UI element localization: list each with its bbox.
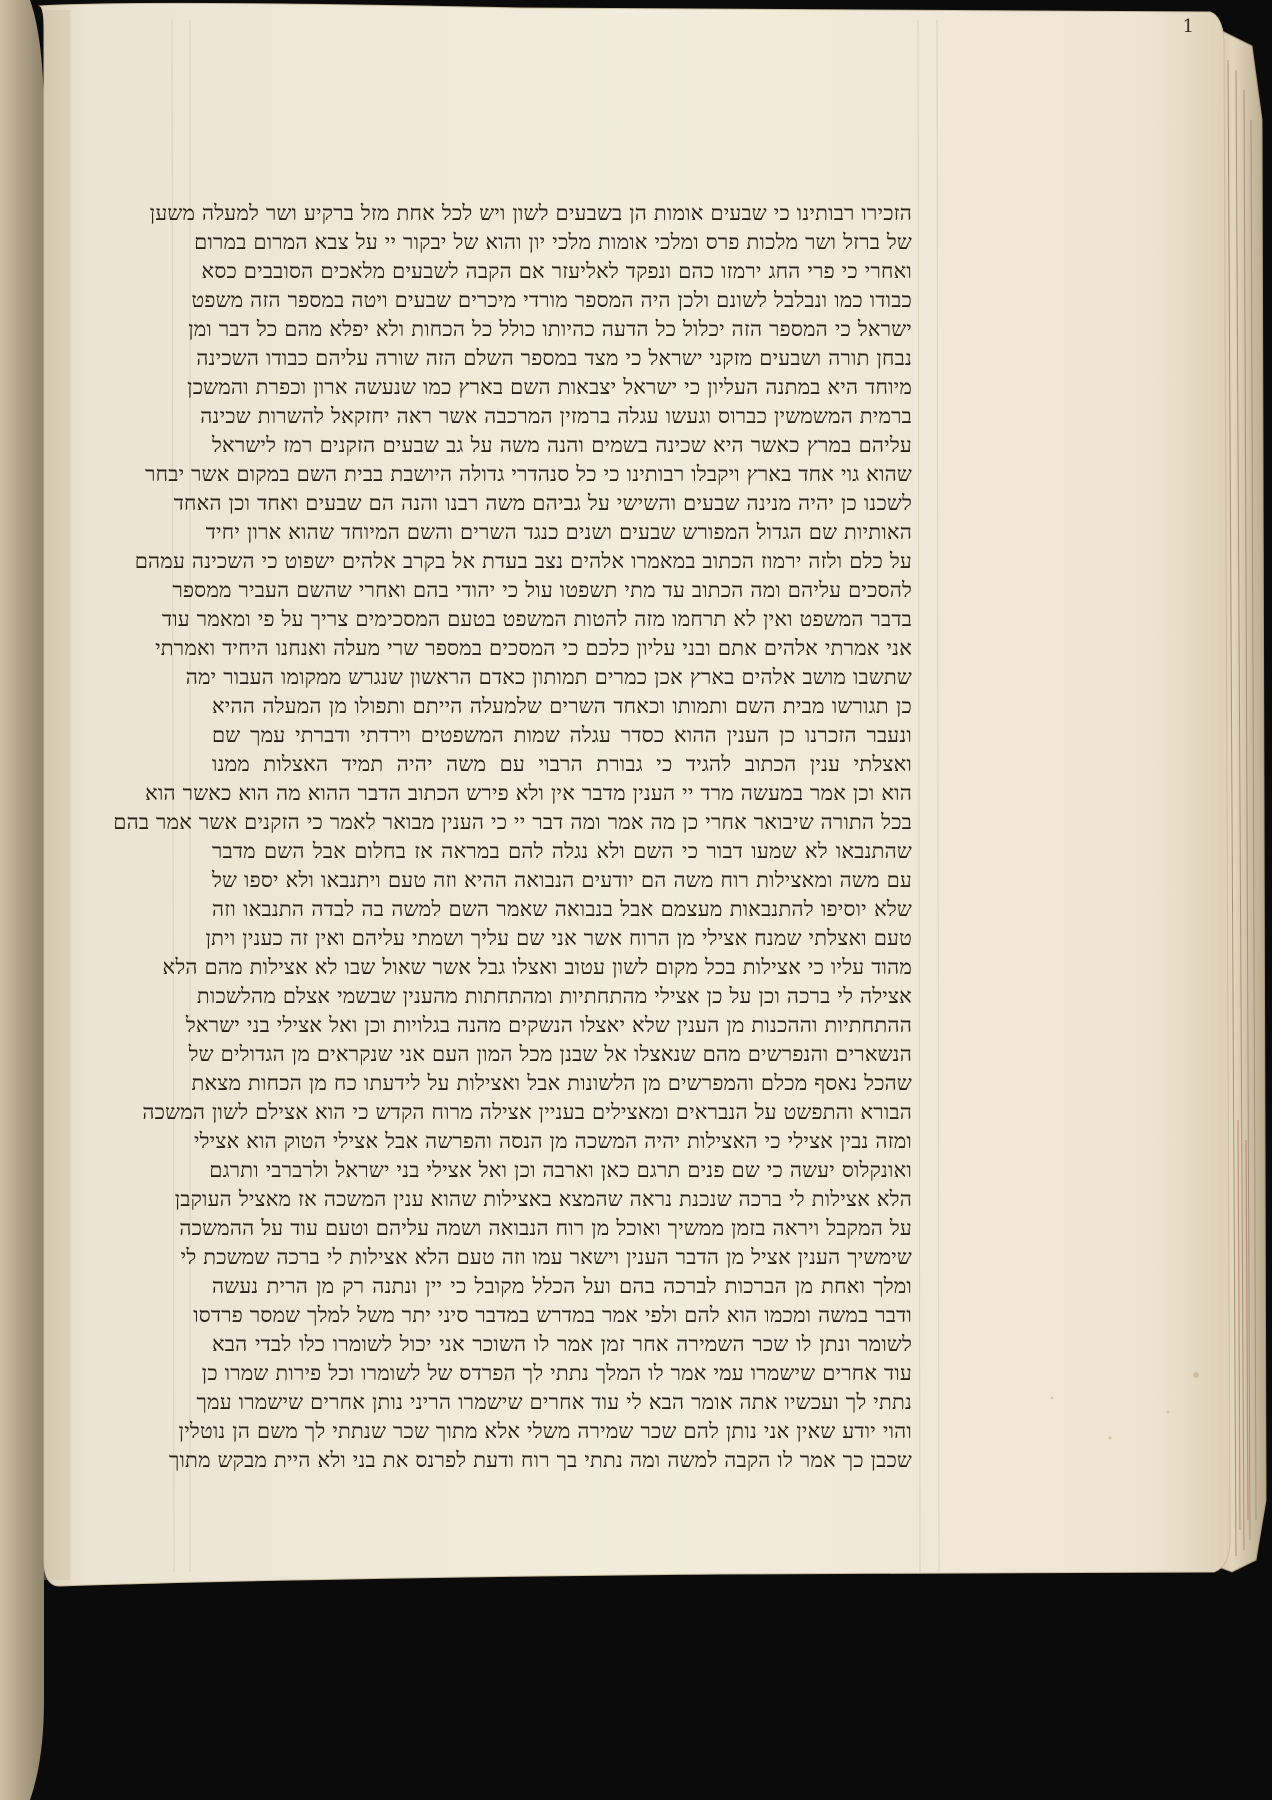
manuscript-line: עם משה ומאצילות רוח משה הם יודעים הנבואה ההיא וזה טעם ויתנבאו ולא יספו של [212, 868, 912, 892]
manuscript-line: לשומר ונתן לו שכר השמירה אחר זמן אמר לו השוכר אני יכול לשומרו כלו לבדי הבא [212, 1332, 912, 1356]
manuscript-line: על כלם ולזה ירמוז הכתוב במאמרו אלהים נצב בעדת אל בקרב אלהים ישפוט כי השכינה עמהם [134, 549, 912, 573]
manuscript-line: הלא אצילות לי ברכה שנכנת נראה שהמצא באצילות שהוא ענין המשכה אז מאציל העוקבן [174, 1187, 912, 1211]
manuscript-line: של ברזל ושר מלכות פרס ומלכי אומות מלכי יון והוא של יבקור יי על צבא המרום במרום [194, 230, 912, 254]
manuscript-line: מיוחד היא במתנה העליון כי ישראל יצבאות השם בארץ כמו שנעשה ארון וכפרת והמשכן [187, 375, 912, 399]
manuscript-line: ומלך ואחת מן הברכות לברכה בהם ועל הכלל מקובל כי יין ונתנה רק מן הרית נעשה [212, 1274, 912, 1298]
manuscript-line: עוד אחרים שישמרו עמי אמר לו המלך נתתי לך הפרדס של לשומרו וכל פירות שמרו כן [201, 1361, 912, 1385]
manuscript-line: הנשארים והנפרשים מהם שנאצלו אל שבנן מכל המון העם אני שנקראים מן הגדולים של [188, 1042, 912, 1066]
manuscript-line: עליהם במרץ כאשר היא שכינה בשמים והנה משה על גב שבעים הזקנים רמז לישראל [212, 433, 912, 457]
manuscript-line: אצילה לי ברכה וכן על כן אצילי מהתחתיות ומהתחתות מהענין שבשמי אצלם מהלשכות [196, 984, 912, 1008]
manuscript-line: ואונקלוס יעשה כי שם פנים תרגם כאן וארבה וכן ואל אצילי בני ישראל ולרברבי ותרגם [209, 1158, 912, 1182]
manuscript-line: ואחרי כי פרי החג ירמזו כהם ונפקד לאליעזר אם הקבה לשבעים מלאכים הסובבים כסא [201, 259, 912, 283]
manuscript-line: להסכים עליהם ומה הכתוב עד מתי תשפטו עול כי יהודי בהם ואחרי שהשם העביר ממספר [172, 578, 912, 602]
manuscript-line: כן תגורשו מבית השם ותמותו וכאחד השרים שלמעלה הייתם ותפולו מן המעלה ההיא [212, 694, 912, 718]
manuscript-line: שהכל נאסף מכלם והמפרשים מן הלשונות אבל ואצילות על לידעתו כח מן הכחות מצאת [191, 1071, 912, 1095]
gutter-shadow [44, 10, 70, 1580]
manuscript-line: ברמית המשמשין כברוס וגעשו עגלה ברמזין המרכבה אשר ראה יחזקאל להשרות שכינה [200, 404, 912, 428]
manuscript-line: שלא יוסיפו להתנבאות מעצמם אבל בנבואה שאמר השם למשה בה לבדה התנבאו וזה [212, 897, 912, 921]
manuscript-line: ההתחתיות וההכנות מן הענין שלא יאצלו הנשקים מהנה בגלויות וכן ואל אצילי בני ישראל [185, 1013, 912, 1037]
manuscript-line: הוא וכן אמר במעשה מרד יי הענין מדבר אין ולא פירש הכתוב הדבר ההוא מה הוא כאשר הוא [145, 781, 912, 805]
manuscript-line: שתשבו מושב אלהים בארץ אכן כמרים תמותון כאדם הראשון שנגרש ממקומו העבור ימה [185, 665, 912, 689]
manuscript-line: שהוא גוי אחד בארץ ויקבלו רבותינו כי כל סנהדרי גדולה היושבת בבית השם במקום אשר יבחר [145, 462, 912, 486]
manuscript-line: נתתי לך ועכשיו אתה אומר הבא לי עוד אחרים שישמרו הריני נותן אחרים שישמרו עמך [196, 1390, 912, 1414]
manuscript-line: הבורא והתפשט על הנבראים ומאצילים בעניין אצילה מרוח הקדש כי הוא אצילם לשון המשכה [142, 1100, 912, 1124]
manuscript-line: נבחן תורה ושבעים מזקני ישראל כי מצד במספר השלם הזה שורה עליהם כבודו השכינה [196, 346, 912, 370]
manuscript-line: ואצלתי ענין הכתוב להגיד כי גבורת הרבוי עם משה יהיה תמיד האצלות ממנו [212, 752, 912, 776]
manuscript-line: לשכנו כן יהיה מנינה שבעים והשישי על גביהם משה רבנו והנה הם שבעים ואחד וכן האחד [173, 491, 912, 515]
manuscript-line: ודבר במשה ומכמו הוא להם ולפי אמר במדרש במדבר סיני יתר משל למלך שמסר פרדסו [193, 1303, 912, 1327]
facing-page-edge [0, 0, 44, 1800]
manuscript-line: שהתנבאו לא שמעו דבור כי השם ולא נגלה להם במראה אז בחלום אבל השם מדבר [212, 839, 912, 863]
manuscript-line: אני אמרתי אלהים אתם ובני עליון כלכם כי המסכים במספר שרי מעלה ואנחנו היחיד ואמרתי [155, 636, 912, 660]
folio-number: 1 [1182, 16, 1194, 37]
manuscript-line: על המקבל ויראה בזמן ממשיך ואוכל מן רוח הנבואה ושמה עליהם וטעם עוד על ההמשכה [179, 1216, 912, 1240]
manuscript-line: האותיות שם הגדול המפורש שבעים ושנים כנגד השרים והשם המיוחד שהוא ארון יחיד [205, 520, 912, 544]
manuscript-line: ישראל כי המספר הזה יכלול כל הדעה כהיותו כולל כל הכחות ולא יפלא מהם כל דבר ומן [188, 317, 912, 341]
manuscript-line: הזכירו רבותינו כי שבעים אומות הן בשבעים לשון ויש לכל אחת מזל ברקיע ושר למעלה משען [149, 201, 912, 225]
manuscript-line: מהוד עליו כי אצילות בכל מקום לשון עטוב ואצלו גבל אשר שאול שבו לא אצילות מהם הלא [162, 955, 912, 979]
manuscript-line: כבודו כמו ונבלבל לשונם ולכן היה המספר מורדי מיכרים שבעים ויטה במספר הזה משפט [191, 288, 912, 312]
manuscript-line: בכל התורה שיבואר אחרי כן מה אמר ומה דבר יי כי הענין מבואר לאמר כי הזקנים אשר אמר בהם [113, 810, 912, 834]
manuscript-line: ומזה נבין אצילי כי האצילות יהיה המשכה מן הנסה והפרשה אבל אצילי הטוק הוא אצילי [193, 1129, 912, 1153]
manuscript-line: והוי יודע שאין אני נותן להם שכר שמירה משלי אלא מתוך שכר שנתתי לך משם הן נוטלין [178, 1419, 912, 1443]
manuscript-line: שכבן כך אמר לו הקבה למשה ומה נתתי בך רוח ודעת לפרנס את בני ולא היית מבקש מתוך [168, 1448, 912, 1472]
manuscript-line: שימשיך הענין אציל מן הדבר הענין וישאר עמו וזה טעם הלא אצילות לי ברכה שמשכת לי [180, 1245, 912, 1269]
manuscript-line: ונעבר הזכרנו כן הענין ההוא כסדר עגלה שמות המשפטים וירדתי ודברתי עמך שם [212, 723, 912, 747]
manuscript-line: בדבר המשפט ואין לא תרחמו מזה להטות המשפט בטעם המסכימים צריך על פי ומאמר עוד [161, 607, 912, 631]
manuscript-line: טעם ואצלתי שמנח אצילי מן הרוח אשר אני שם עליך ושמתי עליהם ואין זה כענין ויתן [205, 926, 912, 950]
